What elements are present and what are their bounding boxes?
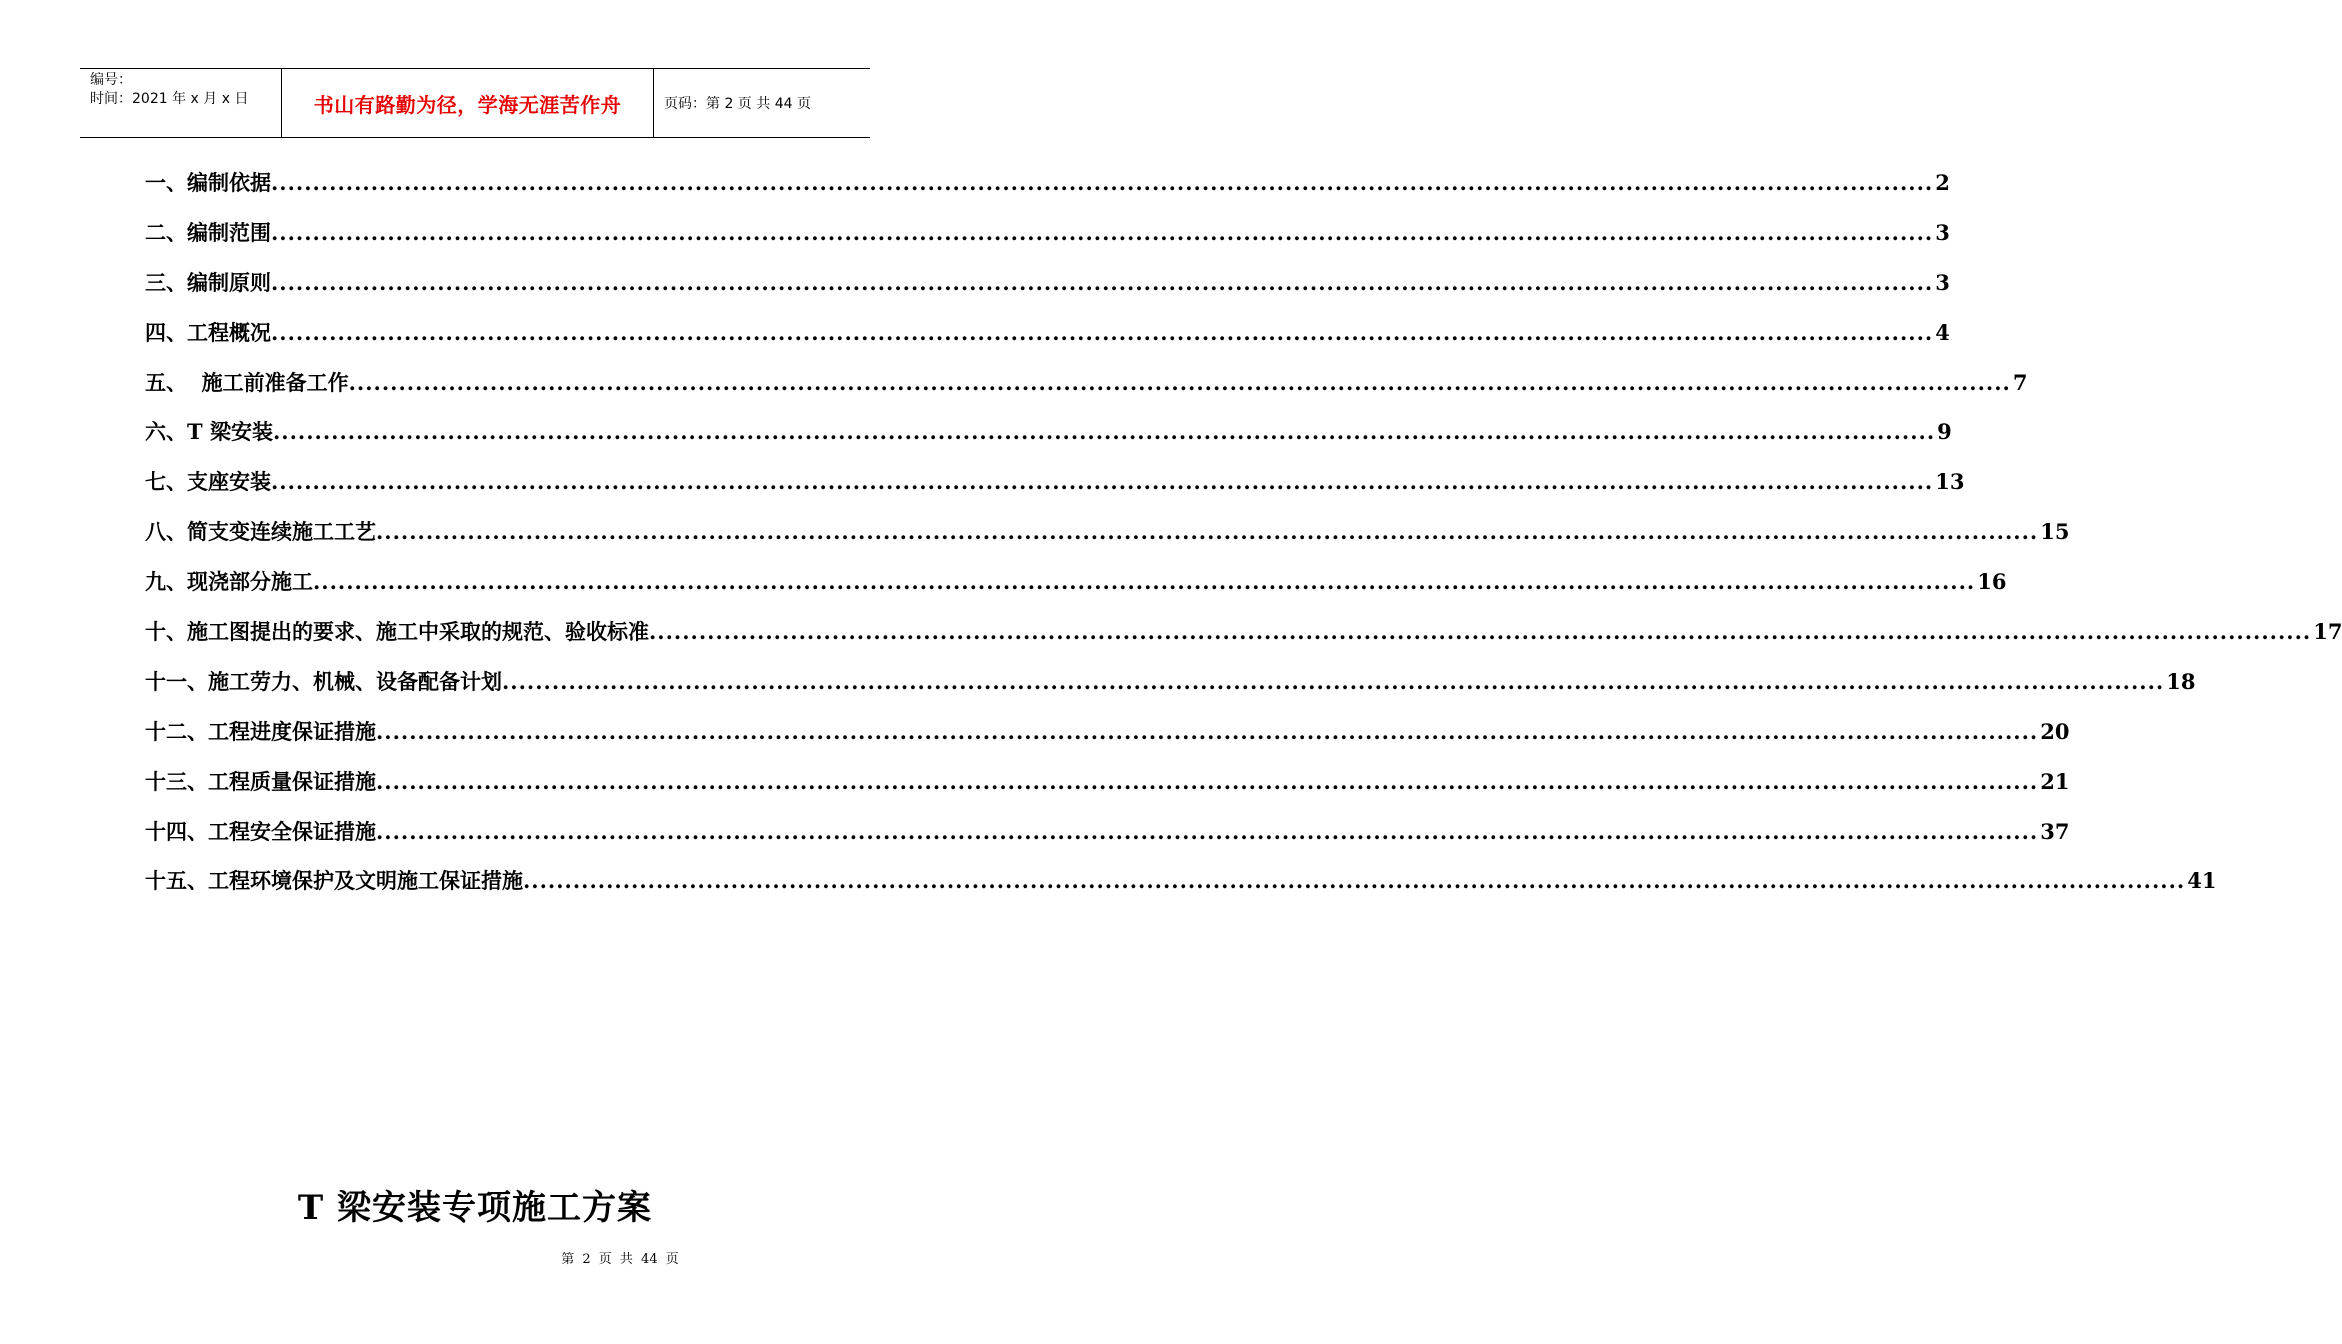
toc-entry[interactable]	[145, 814, 2070, 864]
toc-entry[interactable]	[145, 614, 2342, 664]
toc-entry-title: 十、施工图提出的要求、施工中采取的规范、验收标准	[145, 619, 649, 645]
toc-entry[interactable]	[145, 265, 1950, 315]
toc-entry-page: 13	[1935, 469, 1965, 495]
number-label: 编号：	[90, 72, 132, 88]
header-page-info: 页码：第 2 页 共 44 页	[664, 96, 811, 112]
toc-entry[interactable]	[145, 464, 1965, 514]
toc-leader-dots: ........................................................................................................................................................................................................	[523, 868, 2186, 894]
toc-entry-title: 九、现浇部分施工	[145, 569, 313, 595]
toc-entry-page: 18	[2166, 668, 2196, 694]
toc-entry-page: 4	[1935, 319, 1950, 345]
toc-entry-page: 41	[2187, 868, 2217, 894]
toc-entry-title: 一、编制依据	[145, 170, 271, 195]
toc-entry[interactable]	[145, 664, 2196, 714]
toc-entry[interactable]	[145, 764, 2070, 814]
toc-entry-page: 2	[1935, 170, 1950, 195]
toc-entry-title: 十一、施工劳力、机械、设备配备计划	[145, 668, 502, 694]
toc-leader-dots: ........................................................................................................................................................................................................	[271, 319, 1934, 345]
toc-leader-dots: ........................................................................................................................................................................................................	[376, 718, 2039, 744]
toc-entry-page: 21	[2040, 768, 2070, 794]
toc-entry-title: 八、简支变连续施工工艺	[145, 519, 376, 545]
toc-entry[interactable]	[145, 165, 1950, 215]
toc-entry[interactable]	[145, 215, 1950, 265]
toc-entry[interactable]	[145, 414, 1952, 464]
toc-leader-dots: ........................................................................................................................................................................................................	[502, 668, 2165, 694]
toc-entry-page: 16	[1977, 569, 2007, 595]
toc-entry-title: 十三、工程质量保证措施	[145, 768, 376, 794]
toc-leader-dots: ........................................................................................................................................................................................................	[271, 170, 1934, 195]
toc-entry-page: 3	[1935, 269, 1950, 295]
table-of-contents	[145, 165, 2342, 913]
toc-entry[interactable]	[145, 863, 2217, 913]
toc-entry-page: 15	[2040, 519, 2070, 545]
toc-entry-page: 3	[1935, 219, 1950, 245]
toc-leader-dots: ........................................................................................................................................................................................................	[376, 519, 2039, 545]
toc-entry-page: 17	[2313, 619, 2342, 645]
toc-leader-dots: ........................................................................................................................................................................................................	[271, 219, 1934, 245]
toc-entry-title: 六、T 梁安装	[145, 419, 273, 445]
header-meta	[80, 69, 282, 137]
toc-entry-title: 三、编制原则	[145, 269, 271, 295]
toc-leader-dots: ........................................................................................................................................................................................................	[272, 419, 1936, 445]
toc-entry-title: 二、编制范围	[145, 219, 271, 245]
toc-entry[interactable]	[145, 365, 2028, 415]
toc-entry[interactable]	[145, 564, 2007, 614]
toc-entry-title: 七、支座安装	[145, 469, 271, 495]
toc-leader-dots: ........................................................................................................................................................................................................	[313, 569, 1976, 595]
toc-leader-dots: ........................................................................................................................................................................................................	[376, 818, 2039, 844]
toc-entry-page: 7	[2012, 369, 2028, 395]
toc-leader-dots: ........................................................................................................................................................................................................	[376, 768, 2039, 794]
time-label: 时间：2021 年 x 月 x 日	[90, 91, 249, 107]
toc-entry-title: 十二、工程进度保证措施	[145, 718, 376, 744]
document-title: T 梁安装专项施工方案	[297, 1188, 653, 1228]
page-header	[80, 68, 870, 138]
toc-entry-title: 十四、工程安全保证措施	[145, 818, 376, 844]
page-footer: 第 2 页 共 44 页	[561, 1252, 679, 1267]
toc-entry-title: 五、 施工前准备工作	[145, 369, 349, 395]
toc-entry-page: 9	[1937, 419, 1952, 445]
toc-entry-title: 十五、工程环境保护及文明施工保证措施	[145, 868, 523, 894]
toc-leader-dots: ........................................................................................................................................................................................................	[271, 469, 1934, 495]
toc-entry-page: 20	[2040, 718, 2070, 744]
toc-entry[interactable]	[145, 714, 2070, 764]
toc-leader-dots: ........................................................................................................................................................................................................	[348, 369, 2011, 395]
toc-entry-page: 37	[2040, 818, 2070, 844]
toc-entry[interactable]	[145, 315, 1950, 365]
toc-entry[interactable]	[145, 514, 2070, 564]
toc-leader-dots: ........................................................................................................................................................................................................	[271, 269, 1934, 295]
toc-leader-dots: ........................................................................................................................................................................................................	[649, 619, 2312, 645]
header-motto: 书山有路勤为径，学海无涯苦作舟	[282, 69, 654, 137]
toc-entry-title: 四、工程概况	[145, 319, 271, 345]
